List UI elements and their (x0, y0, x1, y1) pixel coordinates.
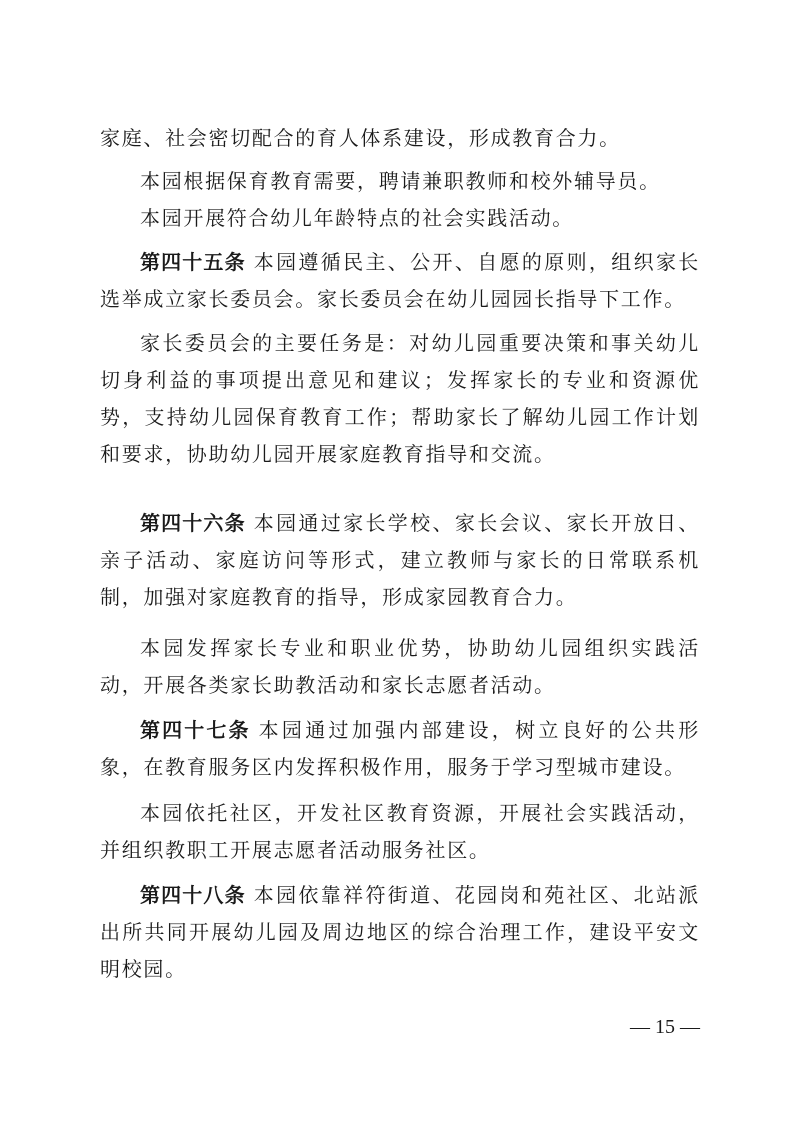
paragraph-text: 家长委员会的主要任务是：对幼儿园重要决策和事关幼儿切身利益的事项提出意见和建议；发挥家长的专业和资源优势，支持幼儿园保育教育工作；帮助家长了解幼儿园工作计划和要求，协助幼儿园开展家庭教育指导和交流。 (100, 331, 700, 466)
paragraph (100, 200, 700, 237)
paragraph-text: 本园开展符合幼儿年龄特点的社会实践活动。 (140, 206, 574, 230)
paragraph-text: 本园根据保育教育需要，聘请兼职教师和校外辅导员。 (140, 169, 661, 193)
paragraph (100, 163, 700, 200)
paragraph-text: 本园遵循民主、公开、自愿的原则，组织家长选举成立家长委员会。家长委员会在幼儿园园长指导下工作。 (100, 250, 701, 311)
page-number: — 15 — (630, 1016, 700, 1038)
article-heading: 第四十七条 (140, 718, 251, 742)
article-47 (100, 712, 700, 786)
paragraph (100, 630, 700, 704)
paragraph-text: 本园通过加强内部建设，树立良好的公共形象，在教育服务区内发挥积极作用，服务于学习型城市建设。 (100, 718, 700, 779)
article-48 (100, 877, 700, 988)
paragraph-text: 本园依托社区，开发社区教育资源，开展社会实践活动，并组织教职工开展志愿者活动服务社区。 (100, 801, 700, 862)
paragraph-text: 家庭、社会密切配合的育人体系建设，形成教育合力。 (100, 126, 621, 150)
paragraph-text: 本园依靠祥符街道、花园岗和苑社区、北站派出所共同开展幼儿园及周边地区的综合治理工作，建设平安文明校园。 (100, 883, 701, 981)
paragraph-continuation (100, 120, 700, 157)
article-heading: 第四十八条 (140, 883, 246, 907)
article-45 (100, 244, 700, 318)
article-heading: 第四十六条 (140, 511, 246, 535)
paragraph (100, 325, 700, 473)
paragraph-text: 本园发挥家长专业和职业优势，协助幼儿园组织实践活动，开展各类家长助教活动和家长志愿者活动。 (100, 636, 700, 697)
paragraph (100, 795, 700, 869)
article-46 (100, 505, 700, 616)
paragraph-text: 本园通过家长学校、家长会议、家长开放日、亲子活动、家庭访问等形式，建立教师与家长的日常联系机制，加强对家庭教育的指导，形成家园教育合力。 (100, 511, 701, 609)
article-heading: 第四十五条 (140, 250, 246, 274)
